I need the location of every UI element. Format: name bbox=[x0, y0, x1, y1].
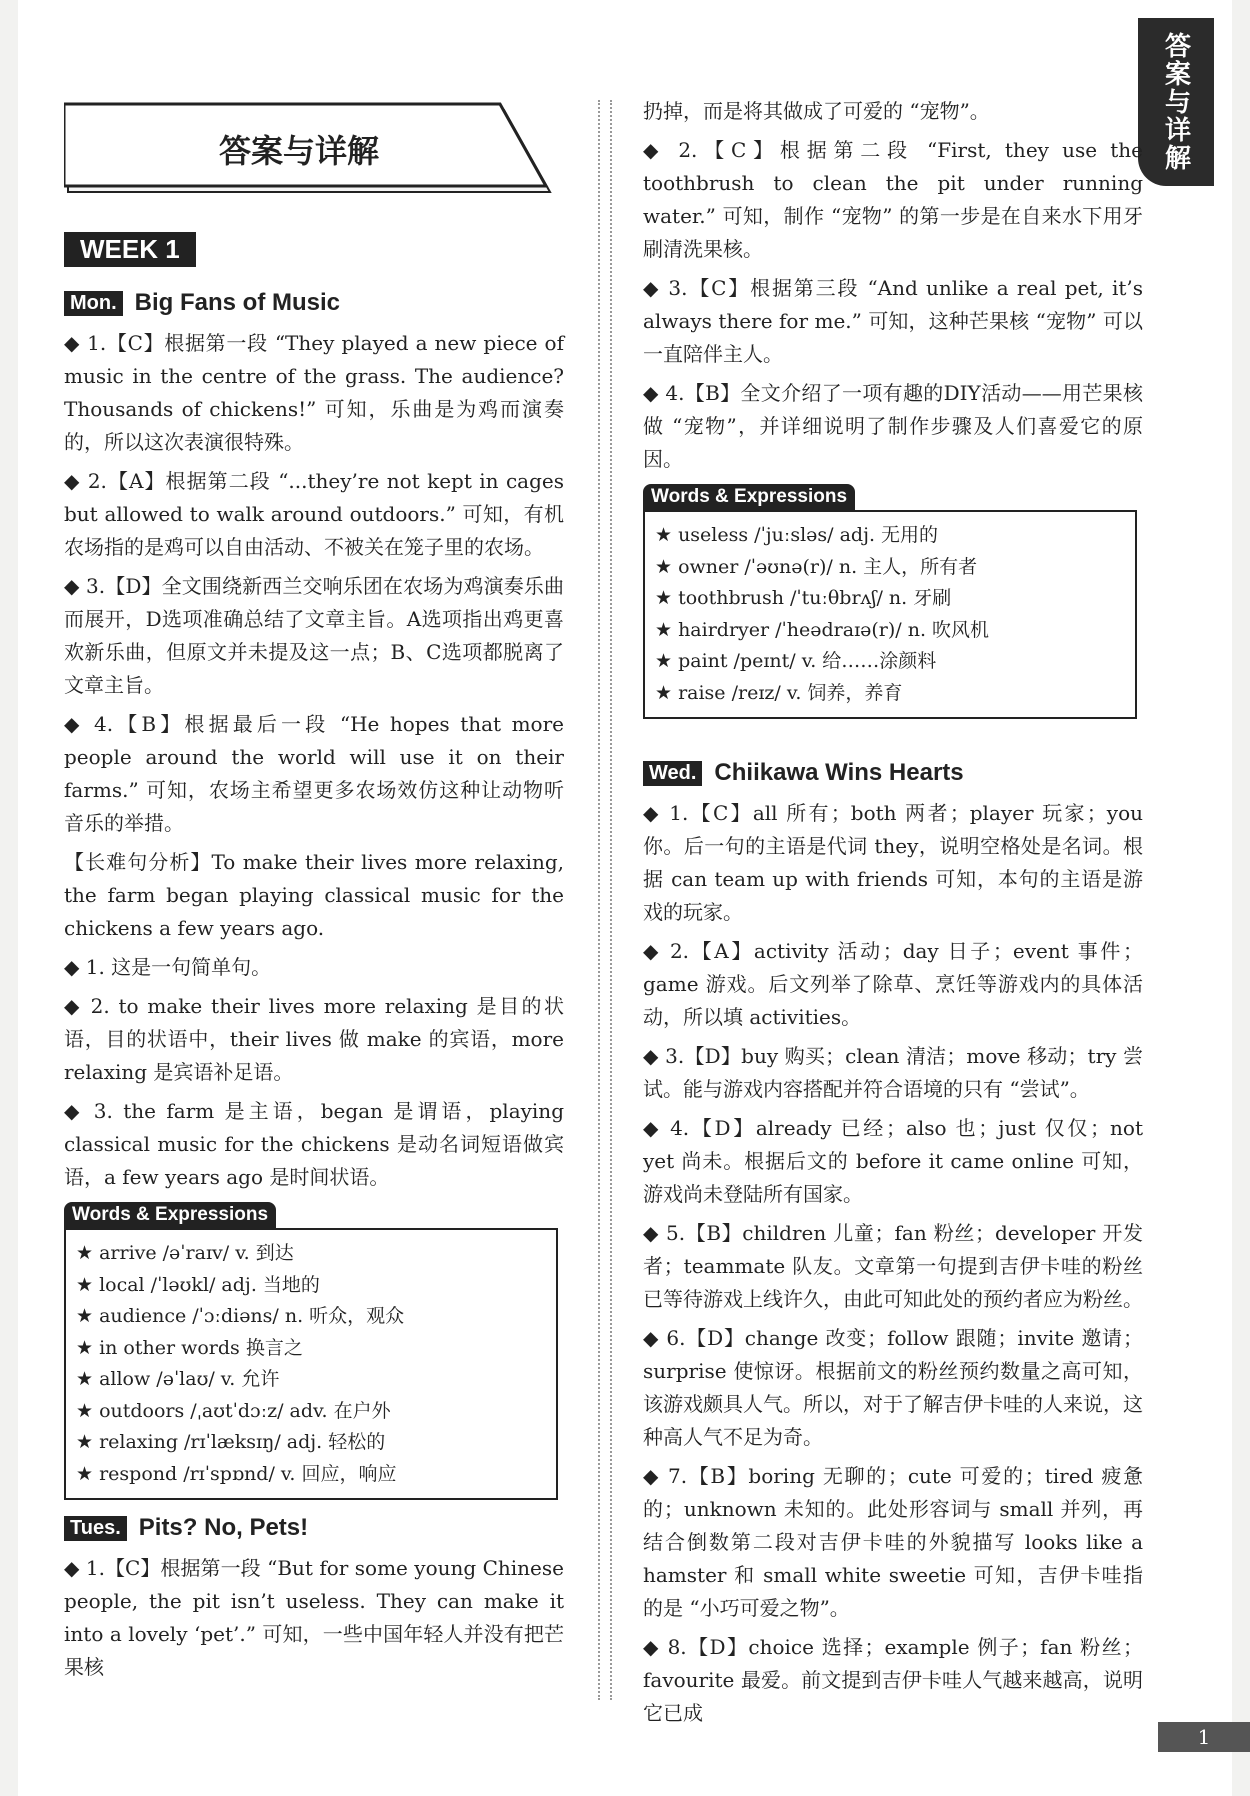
vocab-item: ★ arrive /əˈraɪv/ v. 到达 bbox=[76, 1242, 294, 1264]
words-list bbox=[64, 1228, 558, 1500]
analysis-point: ◆ 3. the farm 是主语，began 是谓语，playing classical music for the chickens 是动名词短语做宾语，a few years ago 是时间状语。 bbox=[64, 1099, 564, 1189]
answer-paragraph: ◆ 3.【D】buy 购买；clean 清洁；move 移动；try 尝试。能与游戏内容搭配并符合语境的只有 “尝试”。 bbox=[643, 1044, 1143, 1101]
analysis-point: ◆ 2. to make their lives more relaxing 是目的状语，目的状语中，their lives 做 make 的宾语，more relaxing 是宾语补足语。 bbox=[64, 994, 564, 1084]
vocab-item: ★ in other words 换言之 bbox=[76, 1336, 303, 1359]
day-tag-wed: Wed. bbox=[643, 761, 702, 786]
answer-paragraph: ◆ 2.【A】activity 活动；day 日子；event 事件；game 游戏。后文列举了除草、烹饪等游戏内的具体活动，所以填 activities。 bbox=[643, 939, 1143, 1029]
answer-paragraph: ◆ 5.【B】children 儿童；fan 粉丝；developer 开发者；teammate 队友。文章第一句提到吉伊卡哇的粉丝已等待游戏上线许久，由此可知此处的预约者应为粉丝。 bbox=[643, 1221, 1143, 1311]
tues-title: Pits? No, Pets! bbox=[138, 1514, 309, 1541]
page-title: 答案与详解 bbox=[218, 132, 379, 170]
answer-paragraph: ◆ 2.【C】根据第二段 “First, they use the toothbrush to clean the pit under running water.” 可知，制作 “宠物” 的第一步是在自来水下用牙刷清洗果核。 bbox=[643, 138, 1143, 261]
day-tag-mon: Mon. bbox=[64, 291, 123, 316]
tues-words-expressions bbox=[643, 484, 1143, 719]
words-expressions-heading: Words & Expressions bbox=[64, 1202, 276, 1228]
analysis-point: ◆ 1. 这是一句简单句。 bbox=[64, 955, 272, 979]
section-tab-label: 答案与详解 bbox=[1160, 32, 1191, 172]
section-tab bbox=[1138, 18, 1214, 186]
answer-paragraph: ◆ 1.【C】根据第一段 “They played a new piece of music in the centre of the grass. The audience? Thousands of chickens!” 可知，乐曲是为鸡而演奏的，所以这次表演很特殊。 bbox=[64, 331, 564, 454]
mon-title: Big Fans of Music bbox=[134, 289, 341, 316]
answer-paragraph: ◆ 1.【C】根据第一段 “But for some young Chinese people, the pit isn’t useless. They can make it into a lovely ‘pet’.” 可知，一些中国年轻人并没有把芒果核 bbox=[64, 1556, 564, 1679]
vocab-item: ★ owner /ˈəʊnə(r)/ n. 主人，所有者 bbox=[655, 555, 978, 578]
right-column bbox=[643, 95, 1143, 1736]
answer-paragraph: ◆ 3.【D】全文围绕新西兰交响乐团在农场为鸡演奏乐曲而展开，D选项准确总结了文章主旨。A选项指出鸡更喜欢新乐曲，但原文并未提及这一点；B、C选项都脱离了文章主旨。 bbox=[64, 574, 564, 697]
vocab-item: ★ relaxing /rɪˈlæksɪŋ/ adj. 轻松的 bbox=[76, 1431, 386, 1453]
wed-title: Chiikawa Wins Hearts bbox=[714, 759, 964, 786]
vocab-item: ★ raise /reɪz/ v. 饲养，养育 bbox=[655, 681, 903, 704]
mon-header bbox=[64, 289, 564, 317]
column-divider bbox=[598, 100, 612, 1700]
tues-header bbox=[64, 1514, 564, 1542]
page bbox=[18, 0, 1232, 1796]
answer-paragraph: ◆ 8.【D】choice 选择；example 例子；fan 粉丝；favourite 最爱。前文提到吉伊卡哇人气越来越高，说明它已成 bbox=[643, 1635, 1143, 1725]
vocab-item: ★ allow /əˈlaʊ/ v. 允许 bbox=[76, 1368, 280, 1390]
answer-paragraph: ◆ 3.【C】根据第三段 “And unlike a real pet, it’s always there for me.” 可知，这种芒果核 “宠物” 可以一直陪伴主人。 bbox=[643, 276, 1143, 366]
answer-paragraph: ◆ 1.【C】all 所有；both 两者；player 玩家；you 你。后一句的主语是代词 they，说明空格处是名词。根据 can team up with friends 可知，本句的主语是游戏的玩家。 bbox=[643, 801, 1143, 924]
answer-paragraph: ◆ 4.【B】全文介绍了一项有趣的DIY活动——用芒果核做 “宠物”，并详细说明了制作步骤及人们喜爱它的原因。 bbox=[643, 381, 1143, 471]
vocab-item: ★ local /ˈləʊkl/ adj. 当地的 bbox=[76, 1273, 320, 1296]
answer-paragraph: ◆ 2.【A】根据第二段 “...they’re not kept in cages but allowed to walk around outdoors.” 可知，有机农场指的是鸡可以自由活动、不被关在笼子里的农场。 bbox=[64, 469, 564, 559]
day-tag-tues: Tues. bbox=[64, 1516, 127, 1541]
left-column bbox=[64, 100, 564, 1690]
answer-paragraph: 扔掉，而是将其做成了可爱的 “宠物”。 bbox=[643, 99, 990, 123]
vocab-item: ★ toothbrush /ˈtuːθbrʌʃ/ n. 牙刷 bbox=[655, 587, 952, 609]
vocab-item: ★ hairdryer /ˈheədraɪə(r)/ n. 吹风机 bbox=[655, 618, 990, 641]
answer-paragraph: ◆ 7.【B】boring 无聊的；cute 可爱的；tired 疲惫的；unknown 未知的。此处形容词与 small 并列，再结合倒数第二段对吉伊卡哇的外貌描写 looks like a hamster 和 small white sweetie 可知，吉伊卡哇指的是 “小巧可爱之物”。 bbox=[643, 1464, 1143, 1620]
wed-header bbox=[643, 759, 1143, 787]
mon-words-expressions bbox=[64, 1202, 564, 1500]
vocab-item: ★ audience /ˈɔːdiəns/ n. 听众，观众 bbox=[76, 1305, 405, 1327]
vocab-item: ★ paint /peɪnt/ v. 给……涂颜料 bbox=[655, 650, 937, 672]
answer-paragraph: ◆ 6.【D】change 改变；follow 跟随；invite 邀请；surprise 使惊讶。根据前文的粉丝预约数量之高可知，该游戏颇具人气。所以，对于了解吉伊卡哇的人来说，这种高人气不足为奇。 bbox=[643, 1326, 1143, 1449]
words-expressions-heading: Words & Expressions bbox=[643, 484, 855, 510]
page-number: 1 bbox=[1158, 1722, 1250, 1752]
title-banner bbox=[64, 100, 554, 196]
vocab-item: ★ outdoors /ˌaʊtˈdɔːz/ adv. 在户外 bbox=[76, 1399, 391, 1422]
week-label: WEEK 1 bbox=[64, 232, 196, 267]
words-list bbox=[643, 510, 1137, 719]
sentence-analysis: 【长难句分析】To make their lives more relaxing, the farm began playing classical music for the chickens a few years ago. bbox=[64, 850, 564, 940]
vocab-item: ★ useless /ˈjuːsləs/ adj. 无用的 bbox=[655, 524, 939, 546]
answer-paragraph: ◆ 4.【D】already 已经；also 也；just 仅仅；not yet 尚未。根据后文的 before it came online 可知，游戏尚未登陆所有国家。 bbox=[643, 1116, 1143, 1206]
vocab-item: ★ respond /rɪˈspɒnd/ v. 回应，响应 bbox=[76, 1462, 397, 1485]
answer-paragraph: ◆ 4.【B】根据最后一段 “He hopes that more people around the world will use it on their farms.” 可知，农场主希望更多农场效仿这种让动物听音乐的举措。 bbox=[64, 712, 564, 835]
